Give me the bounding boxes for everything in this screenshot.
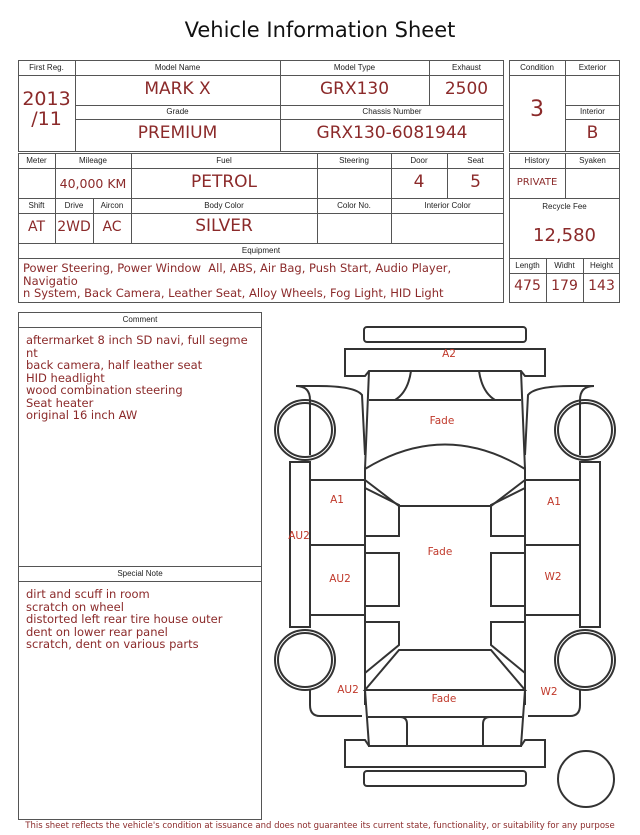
damage-left-rear-quarter: AU2 — [337, 684, 359, 696]
comment-line: wood combination steering — [26, 383, 183, 397]
height-label: Height — [589, 261, 614, 270]
mileage-value: 40,000 KM — [59, 176, 127, 191]
damage-hood: Fade — [429, 415, 455, 427]
shift-label: Shift — [28, 201, 45, 210]
special-note-line: dirt and scuff in room — [26, 587, 150, 601]
special-note-line: dent on lower rear panel — [26, 624, 168, 639]
chassis-value: GRX130-6081944 — [316, 123, 468, 143]
recycle-fee-label: Recycle Fee — [542, 202, 587, 211]
rear-left-wheel — [275, 630, 335, 690]
rear-right-wheel — [555, 630, 615, 690]
width-value: 179 — [551, 278, 578, 294]
length-label: Length — [515, 261, 540, 270]
seat-label: Seat — [467, 156, 484, 165]
body-color-value: SILVER — [195, 216, 253, 236]
fuel-label: Fuel — [216, 156, 232, 165]
spare-wheel — [558, 751, 614, 807]
interior-color-label: Interior Color — [424, 201, 471, 210]
model-name-label: Model Name — [154, 63, 201, 72]
damage-right-rear-door: W2 — [544, 571, 562, 583]
rear-bumper-strip — [364, 771, 526, 786]
door-value: 4 — [413, 172, 425, 192]
special-note-label: Special Note — [117, 569, 163, 578]
first-reg-year: 2013 — [22, 88, 71, 110]
damage-trunk: Fade — [431, 693, 457, 705]
comment-line: nt — [26, 345, 38, 360]
door-label: Door — [410, 156, 428, 165]
model-type-label: Model Type — [333, 63, 376, 72]
comment-line: Seat heater — [26, 395, 94, 410]
rear-bumper — [345, 740, 545, 767]
equipment-value: Power Steering, Power Window All, ABS, Air Bag, Push Start, Audio Player, Navigatio n System, Back Camera, Leather Seat, Alloy Wheels, Fog Light, HID Light — [23, 261, 452, 300]
right-rocker — [580, 462, 600, 627]
damage-left-rear-door: AU2 — [329, 573, 351, 585]
exterior-label: Exterior — [578, 63, 607, 72]
damage-front-bumper: A2 — [442, 348, 456, 360]
front-left-wheel — [275, 400, 335, 460]
color-no-label: Color No. — [337, 201, 371, 210]
comment-line: back camera, half leather seat — [26, 358, 203, 372]
length-value: 475 — [514, 278, 541, 294]
first-reg-label: First Reg. — [29, 63, 64, 72]
aircon-value: AC — [102, 219, 122, 235]
grade-value: PREMIUM — [137, 123, 218, 143]
syaken-label: Syaken — [579, 156, 606, 165]
condition-label: Condition — [520, 63, 554, 72]
body-color-label: Body Color — [204, 201, 244, 210]
model-type-value: GRX130 — [319, 79, 390, 99]
comment-line: aftermarket 8 inch SD navi, full segme — [26, 333, 248, 347]
damage-right-rear-quarter: W2 — [540, 686, 558, 698]
width-label: Widht — [554, 261, 575, 270]
seat-value: 5 — [470, 172, 481, 192]
fuel-value: PETROL — [190, 172, 258, 192]
left-rocker — [290, 462, 310, 627]
special-note-line: distorted left rear tire house outer — [26, 612, 223, 626]
recycle-fee-value: 12,580 — [533, 225, 596, 246]
page-title: Vehicle Information Sheet — [184, 18, 456, 42]
first-reg-month: /11 — [31, 108, 62, 130]
exhaust-label: Exhaust — [452, 63, 481, 72]
meter-label: Meter — [26, 156, 47, 165]
comment-label: Comment — [122, 315, 158, 324]
chassis-label: Chassis Number — [362, 107, 422, 116]
exhaust-value: 2500 — [444, 79, 489, 99]
steering-label: Steering — [339, 156, 369, 165]
disclaimer-footer: This sheet reflects the vehicle's condition at issuance and does not guarantee its current state, functionality, or suitability for any purpose — [25, 821, 615, 831]
history-label: History — [524, 156, 550, 165]
shift-value: AT — [27, 219, 46, 235]
grade-label: Grade — [166, 107, 189, 116]
damage-roof: Fade — [427, 546, 453, 558]
comment-line: original 16 inch AW — [26, 408, 138, 422]
special-note-line: scratch on wheel — [26, 599, 124, 614]
front-bumper-strip — [364, 327, 526, 342]
model-name-value: MARK X — [144, 79, 211, 99]
front-right-wheel — [555, 400, 615, 460]
equipment-label: Equipment — [241, 246, 281, 255]
damage-front-left-fender: A1 — [330, 494, 344, 506]
special-note-line: scratch, dent on various parts — [26, 637, 199, 651]
interior-label: Interior — [580, 107, 605, 116]
mileage-label: Mileage — [78, 156, 107, 165]
height-value: 143 — [588, 278, 615, 294]
damage-front-right-fender: A1 — [547, 496, 561, 508]
aircon-label: Aircon — [100, 201, 124, 210]
drive-label: Drive — [64, 201, 84, 210]
history-value: PRIVATE — [516, 177, 558, 188]
interior-value: B — [586, 123, 599, 143]
comment-line: HID headlight — [26, 370, 105, 385]
drive-value: 2WD — [57, 219, 91, 235]
damage-left-pillar: AU2 — [288, 530, 310, 542]
condition-value: 3 — [530, 97, 544, 122]
